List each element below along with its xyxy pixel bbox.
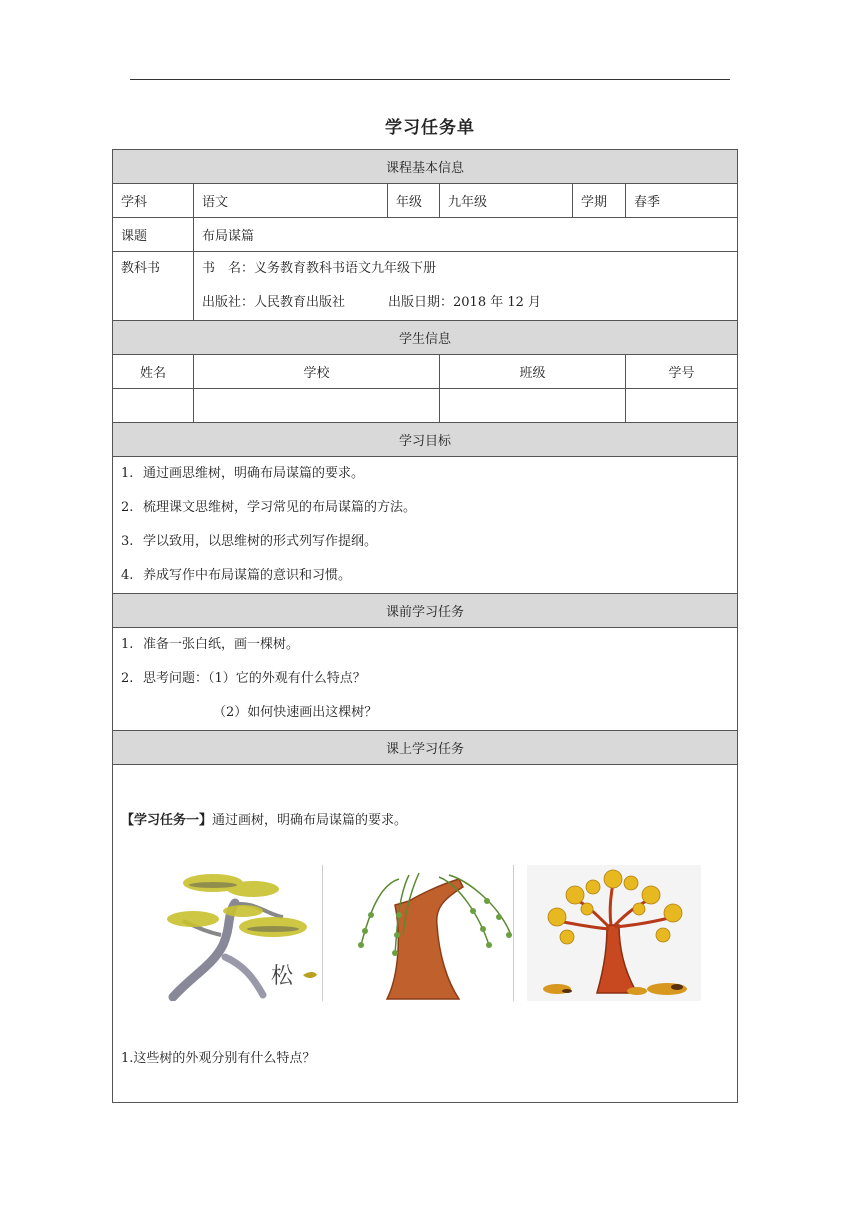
objective-item: 1. 通过画思维树，明确布局谋篇的要求。 xyxy=(121,466,365,481)
objective-item: 3. 学以致用，以思维树的形式列写作提纲。 xyxy=(121,534,378,549)
pre-class-list xyxy=(113,628,738,731)
textbook-details xyxy=(194,252,738,321)
pre-class-header: 课前学习任务 xyxy=(113,594,738,628)
in-class-body xyxy=(113,765,738,1103)
image-divider xyxy=(513,865,514,1001)
student-class-field[interactable] xyxy=(440,389,626,423)
ginkgo-tree-image xyxy=(527,865,701,1001)
student-col-class: 班级 xyxy=(440,355,626,389)
in-class-header: 课上学习任务 xyxy=(113,731,738,765)
top-rule xyxy=(130,79,730,80)
term-label: 学期 xyxy=(573,184,626,218)
objectives-header: 学习目标 xyxy=(113,423,738,457)
objectives-list xyxy=(113,457,738,594)
book-name-line: 书 名：义务教育教科书语文九年级下册 xyxy=(202,261,437,276)
subject-value: 语文 xyxy=(194,184,388,218)
student-name-field[interactable] xyxy=(113,389,194,423)
pine-tree-image xyxy=(153,865,323,1001)
objective-item: 2. 梳理课文思维树，学习常见的布局谋篇的方法。 xyxy=(121,500,417,515)
term-value: 春季 xyxy=(626,184,738,218)
question-1: 1.这些树的外观分别有什么特点？ xyxy=(121,1051,316,1066)
student-col-school: 学校 xyxy=(194,355,440,389)
publisher-line: 出版社：人民教育出版社 出版日期：2018 年 12 月 xyxy=(202,295,542,310)
subject-label: 学科 xyxy=(113,184,194,218)
grade-value: 九年级 xyxy=(440,184,573,218)
objective-item: 4. 养成写作中布局谋篇的意识和习惯。 xyxy=(121,568,352,583)
student-col-id: 学号 xyxy=(626,355,738,389)
pre-class-item: 1. 准备一张白纸，画一棵树。 xyxy=(121,637,300,652)
grade-label: 年级 xyxy=(388,184,440,218)
document-title: 学习任务单 xyxy=(385,118,475,138)
topic-label: 课题 xyxy=(113,218,194,252)
textbook-label: 教科书 xyxy=(113,252,194,321)
student-info-header: 学生信息 xyxy=(113,321,738,355)
pine-char: 松 xyxy=(271,964,294,989)
student-school-field[interactable] xyxy=(194,389,440,423)
task1-line: 【学习任务一】通过画树，明确布局谋篇的要求。 xyxy=(121,813,408,828)
student-id-field[interactable] xyxy=(626,389,738,423)
image-divider xyxy=(322,865,323,1001)
course-info-header: 课程基本信息 xyxy=(113,150,738,184)
student-col-name: 姓名 xyxy=(113,355,194,389)
willow-tree-image xyxy=(339,865,513,1001)
task-sheet-table xyxy=(112,149,738,1103)
pre-class-subitem: （2）如何快速画出这棵树？ xyxy=(213,705,378,720)
topic-value: 布局谋篇 xyxy=(194,218,738,252)
pre-class-item: 2. 思考问题：（1）它的外观有什么特点？ xyxy=(121,671,366,686)
